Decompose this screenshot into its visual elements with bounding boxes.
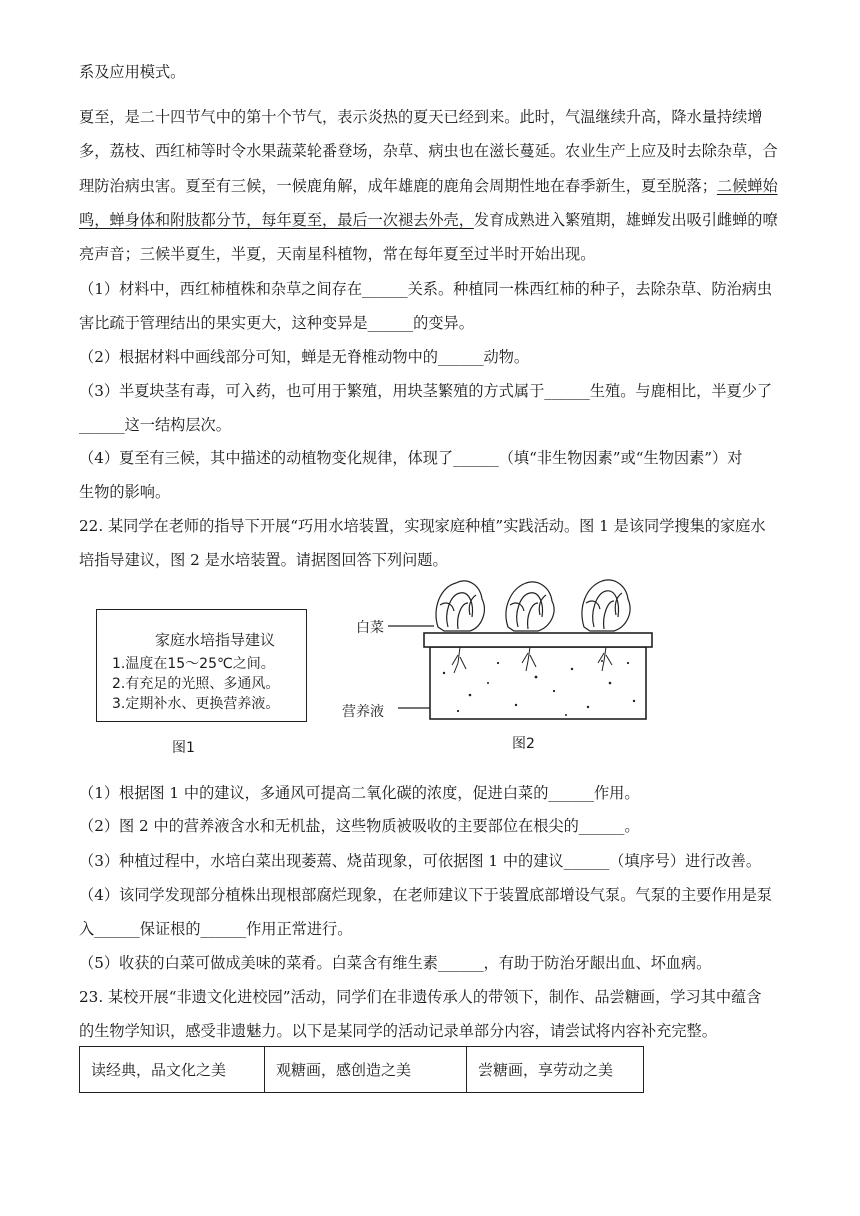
figure-1-item: 3.定期补水、更换营养液。 [112,696,280,712]
question-23-stem-cont: 的生物学知识，感受非遗魅力。以下是某同学的活动记录单部分内容，请尝试将内容补充完整。 [79,1022,717,1040]
table-cell: 尝糖画，享劳动之美 [467,1047,644,1093]
text-line: 系及应用模式。 [79,63,186,81]
text-segment: 发育成熟进入繁殖期，雄蝉发出吸引雌蝉的嘹 [473,211,778,229]
table-cell: 观糖画，感创造之美 [265,1047,467,1093]
figure-2-label-solution: 营养液 [342,704,384,720]
figure-1-caption: 图1 [172,740,195,756]
question-21-4: （4）夏至有三候，其中描述的动植物变化规律，体现了______（填“非生物因素”或“生物因素”）对 [79,449,743,467]
table-cell: 读经典，品文化之美 [80,1047,265,1093]
question-22-stem: 22. 某同学在老师的指导下开展“巧用水培装置，实现家庭种植”实践活动。图 1 是该同学搜集的家庭水 [79,517,766,535]
underlined-text: 二候蝉始 [716,177,778,195]
question-22-4-cont: 入______保证根的______作用正常进行。 [79,920,353,938]
question-22-5: （5）收获的白菜可做成美味的菜肴。白菜含有维生素______，有助于防治牙龈出血、坏血病。 [79,954,712,972]
activity-record-table [79,1046,644,1093]
text-line: 多，荔枝、西红柿等时令水果蔬菜轮番登场，杂草、病虫也在滋长蔓延。农业生产上应及时去除杂草，合 [79,142,778,160]
question-21-3-cont: ______这一结构层次。 [79,416,231,434]
question-21-2: （2）根据材料中画线部分可知，蝉是无脊椎动物中的______动物。 [79,348,530,366]
figure-1-title: 家庭水培指导建议 [155,631,276,649]
question-21-1-cont: 害比疏于管理结出的果实更大，这种变异是______的变异。 [79,314,474,332]
question-22-1: （1）根据图 1 中的建议，多通风可提高二氧化碳的浓度，促进白菜的______作用。 [79,784,640,802]
figure-1-item: 2.有充足的光照、多通风。 [112,676,280,692]
question-21-4-cont: 生物的影响。 [79,483,171,501]
table-row [80,1047,644,1093]
text-line: 亮声音；三候半夏生，半夏，天南星科植物，常在每年夏至过半时开始出现。 [79,245,596,263]
question-22-stem-cont: 培指导建议，图 2 是水培装置。请据图回答下列问题。 [79,551,448,569]
question-22-2: （2）图 2 中的营养液含水和无机盐，这些物质被吸收的主要部位在根尖的______。 [79,817,640,835]
question-21-3: （3）半夏块茎有毒，可入药，也可用于繁殖，用块茎繁殖的方式属于______生殖。与鹿相比，半夏少了 [79,382,773,400]
question-23-stem: 23. 某校开展“非遗文化进校园”活动，同学们在非遗传承人的带领下，制作、品尝糖画，学习其中蕴含 [79,988,762,1006]
figure-2-caption: 图2 [512,736,535,752]
text-segment: 理防治病虫害。夏至有三候，一候鹿角解，成年雄鹿的鹿角会周期性地在春季新生，夏至脱落； [79,177,717,195]
text-line [79,176,778,196]
figure-1-item: 1.温度在15～25℃之间。 [112,656,275,672]
text-line [79,210,778,230]
text-line: 夏至，是二十四节气中的第十个节气，表示炎热的夏天已经到来。此时，气温继续升高，降水量持续增 [79,108,763,126]
figure-1-box [96,609,307,722]
underlined-text: 鸣，蝉身体和附肢都分节，每年夏至，最后一次褪去外壳， [79,211,474,229]
hydroponic-device-illustration [340,565,670,725]
question-21-1: （1）材料中，西红柿植株和杂草之间存在______关系。种植同一株西红柿的种子，去除杂草、防治病虫 [79,280,773,298]
question-22-3: （3）种植过程中，水培白菜出现萎蔫、烧苗现象，可依据图 1 中的建议______（填序号）进行改善。 [79,852,762,870]
figure-2-label-cabbage: 白菜 [356,620,384,636]
question-22-4: （4）该同学发现部分植株出现根部腐烂现象，在老师建议下于装置底部增设气泵。气泵的主要作用是泵 [79,886,773,904]
